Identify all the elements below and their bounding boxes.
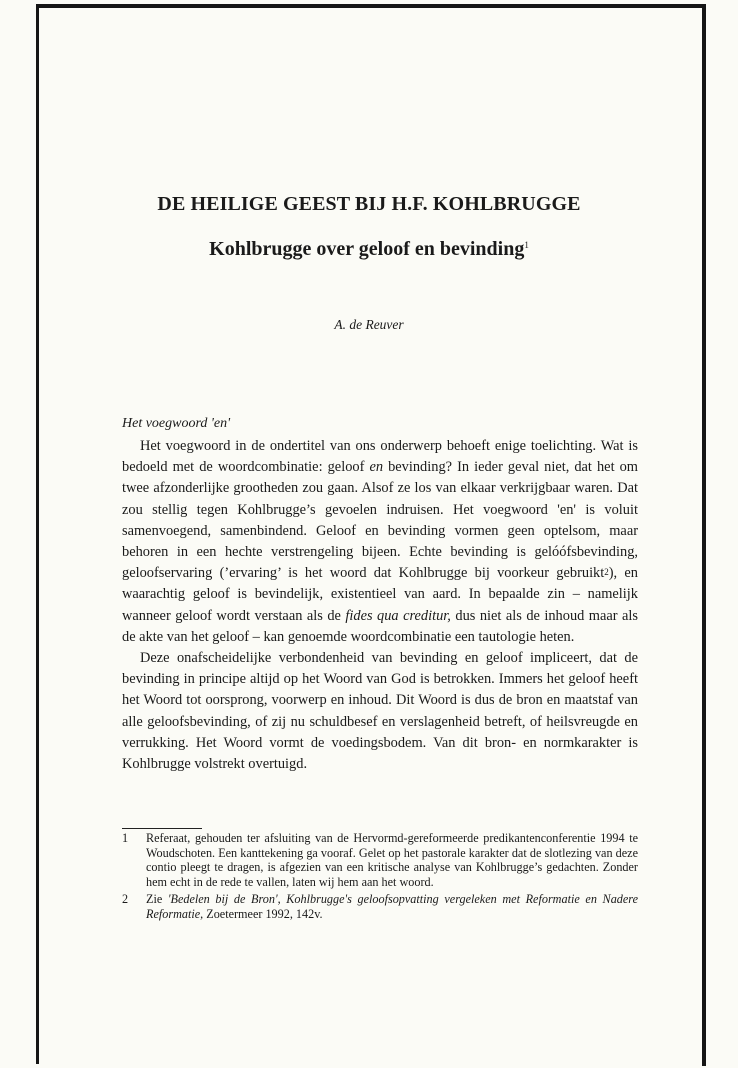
article-subtitle bbox=[0, 238, 738, 261]
paragraph-1-text-c: ), en waarachtig geloof is bevindelijk, existentieel van aard. In bepaalde zin – namelijk wanneer geloof wordt verstaan als de bbox=[122, 565, 638, 624]
section-heading: Het voegwoord 'en' bbox=[122, 416, 231, 431]
paragraph-1-text-b: bevinding? In ieder geval niet, dat het om twee afzonderlijke grootheden zou gaan. Alsof ze los van elkaar verkrijgbaar waren. Dat zou stellig tegen Kohlbrugge’s gevoelen indruisen. Het voegwoord 'en' is voluit samenvoegend, samenbindend. Geloof en bevinding vormen geen optelsom, maar behoren in een hechte verstrengeling bijeen. Echte bevinding is gelóófsbevinding, geloofservaring (’ervaring’ is het woord dat Kohlbrugge bij voorkeur gebruikt bbox=[122, 459, 638, 582]
scan-edge-top bbox=[38, 4, 706, 8]
article-body bbox=[122, 436, 638, 775]
footnote-1-text: Referaat, gehouden ter afsluiting van de Hervormd-gereformeerde predikantenconferentie 1994 te Woudschoten. Een kanttekening ga vooraf. Gelet op het pastorale karakter dat de slotlezing van deze contio pleegt te dragen, is afgezien van een kritische analyse van Kohlbrugge’s gedachten. Zonder hem echt in de rede te vallen, laten wij hem aan het woord. bbox=[146, 831, 638, 889]
footnote-ref-2[interactable]: 2 bbox=[604, 567, 609, 578]
scan-edge-left bbox=[36, 4, 39, 1064]
footnote-2-book-title: 'Bedelen bij de Bron', Kohlbrugge's geloofsopvatting vergeleken met Reformatie en Nadere Reformatie, bbox=[146, 892, 638, 921]
footnote-2-suffix: Zoetermeer 1992, 142v. bbox=[203, 906, 323, 921]
subtitle-text: Kohlbrugge over geloof en bevinding bbox=[209, 238, 525, 260]
footnote-1 bbox=[122, 831, 638, 889]
footnote-2-number: 2 bbox=[122, 892, 129, 907]
article-author: A. de Reuver bbox=[334, 317, 404, 332]
paragraph-1-emphasis-en: en bbox=[369, 459, 384, 476]
footnote-ref-1[interactable]: 1 bbox=[524, 240, 529, 250]
footnote-2-prefix: Zie bbox=[146, 892, 168, 907]
article-title: DE HEILIGE GEEST BIJ H.F. KOHLBRUGGE bbox=[157, 193, 581, 215]
footnote-1-number: 1 bbox=[122, 831, 129, 845]
paragraph-1-text-a: Het voegwoord in de ondertitel van ons onderwerp behoeft enige toelichting. Wat is bedoeld met de woordcombinatie: geloof bbox=[122, 438, 638, 476]
footnote-divider bbox=[122, 828, 202, 829]
scan-edge-right bbox=[702, 6, 706, 1066]
footnote-2 bbox=[122, 892, 638, 921]
paragraph-1-emphasis-fides: fides qua creditur, bbox=[345, 607, 451, 624]
footnotes bbox=[122, 831, 638, 925]
body-paragraph-2: Deze onafscheidelijke verbondenheid van bevinding en geloof impliceert, dat de bevinding in principe altijd op het Woord van God is betrokken. Immers het geloof heeft het Woord tot oorsprong, voorwerp en inhoud. Dit Woord is dus de bron en maatstaf van alle geloofsbevinding, of zij nu schuldbesef en verslagenheid betreft, of heilsvreugde en verrukking. Het Woord vormt de voedingsbodem. Van dit bron- en normkarakter is Kohlbrugge volstrekt overtuigd. bbox=[122, 650, 638, 773]
footnote-2-text bbox=[146, 892, 638, 921]
body-paragraph-1 bbox=[122, 436, 638, 648]
paragraph-1-text-d: dus niet als de inhoud maar als de akte van het geloof – kan genoemde woordcombinatie een tautologie heten. bbox=[122, 607, 639, 645]
